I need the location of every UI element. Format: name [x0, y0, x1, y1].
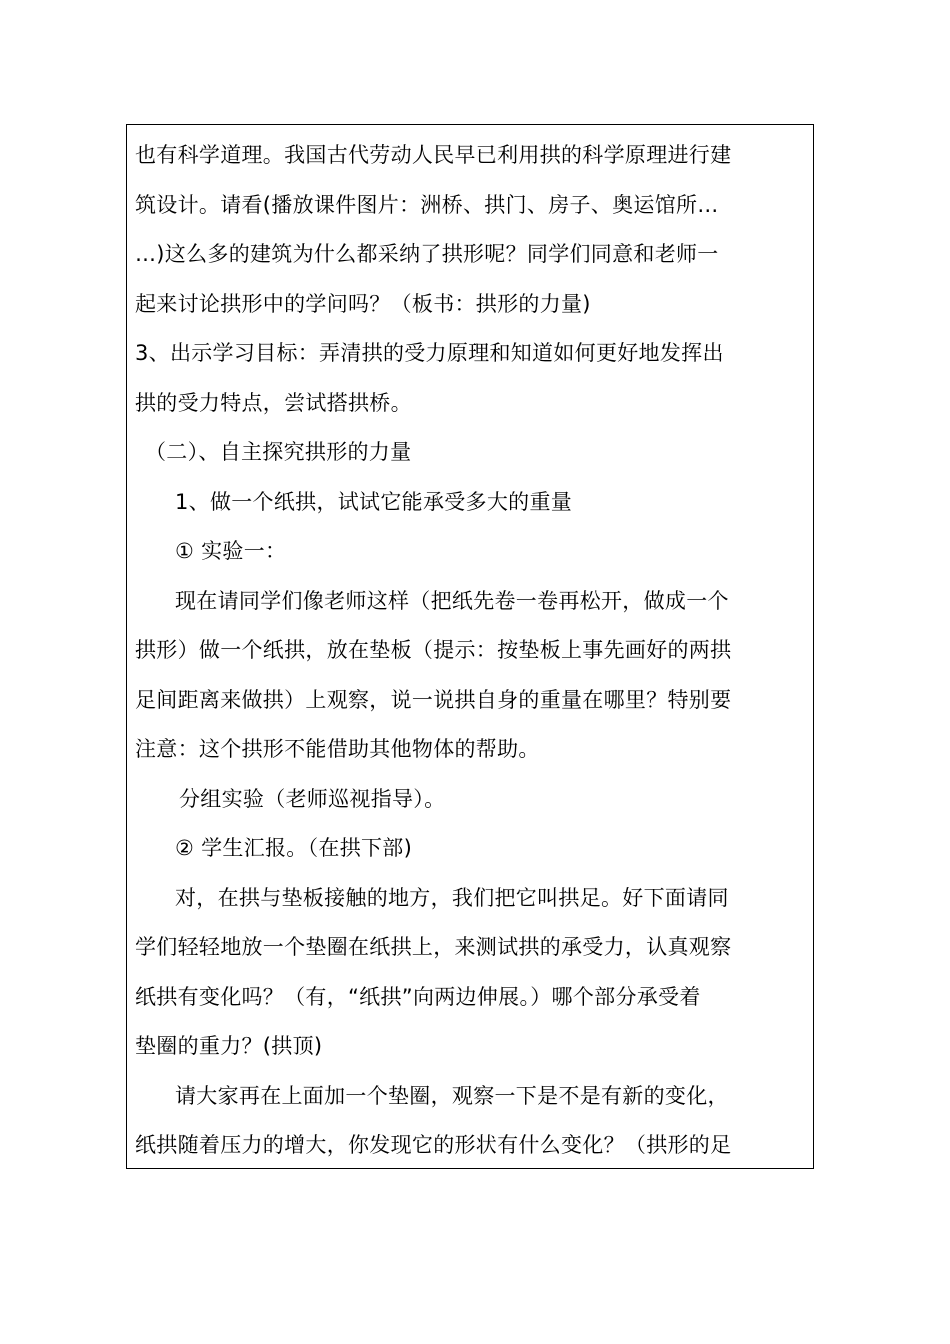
text-line: …)这么多的建筑为什么都采纳了拱形呢？同学们同意和老师一 — [135, 242, 719, 266]
text-line: 纸拱有变化吗？（有，“纸拱”向两边伸展。）哪个部分承受着 — [135, 984, 701, 1009]
text-line: 学们轻轻地放一个垫圈在纸拱上，来测试拱的承受力，认真观察 — [135, 935, 732, 959]
lesson-text-body — [135, 131, 809, 1171]
text-line: 起来讨论拱形中的学问吗？（板书：拱形的力量) — [135, 291, 591, 316]
section-heading: （二）、自主探究拱形的力量 — [145, 440, 412, 464]
experiment-label: ① 实验一： — [175, 539, 287, 563]
text-line: 纸拱随着压力的增大，你发现它的形状有什么变化？（拱形的足 — [135, 1133, 732, 1157]
text-line: 垫圈的重力？(拱顶) — [135, 1034, 323, 1058]
report-label: ② 学生汇报。（在拱下部) — [175, 836, 413, 860]
text-line: 也有科学道理。我国古代劳动人民早已利用拱的科学原理进行建 — [135, 143, 732, 167]
lesson-plan-table-cell — [126, 124, 814, 1169]
text-line: 拱的受力特点，尝试搭拱桥。 — [135, 390, 412, 415]
text-line: 3、出示学习目标：弄清拱的受力原理和知道如何更好地发挥出 — [135, 341, 724, 365]
text-line: 对，在拱与垫板接触的地方，我们把它叫拱足。好下面请同 — [175, 885, 729, 910]
text-line: 筑设计。请看(播放课件图片：洲桥、拱门、房子、奥运馆所… — [135, 192, 719, 217]
text-line: 现在请同学们像老师这样（把纸先卷一卷再松开，做成一个 — [175, 588, 729, 613]
text-line: 请大家再在上面加一个垫圈，观察一下是不是有新的变化， — [175, 1083, 729, 1108]
subsection-heading: 1、做一个纸拱，试试它能承受多大的重量 — [175, 489, 573, 514]
text-line: 分组实验（老师巡视指导）。 — [179, 786, 446, 811]
text-line: 足间距离来做拱）上观察，说一说拱自身的重量在哪里？特别要 — [135, 687, 732, 712]
text-line: 拱形）做一个纸拱，放在垫板（提示：按垫板上事先画好的两拱 — [135, 638, 732, 662]
text-line: 注意：这个拱形不能借助其他物体的帮助。 — [135, 737, 540, 761]
